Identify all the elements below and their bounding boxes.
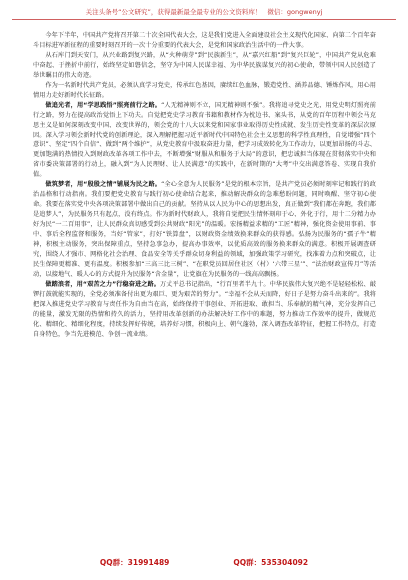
article-body [33,31,376,340]
paragraph-text: “人无精神则不立，国无精神则不强”。我将追寻党史之光，用党史明灯照亮前行之路，努力在提高政治觉悟上下功夫。自觉把党史学习教育书籍和教材作为枕边书、案头书，从党的百年历程中领会马克思主义是如何深刻改变中国、改变世界的，领会党的十八大以来党和国家事业取得历史性成就、发生历史性变革的深层次原因。深入学习领会新时代党的创新理论，深入理解把握习近平新时代中国特色社会主义思想的科学性真理性，自觉增强“四个意识”、坚定“四个自信”、做到“两个维护”，从党史教育中汲取奋进力量，把学习成效转化为工作动力，以更加昂扬的斗志、更加饱满的热情投入到财政改革各项工作中去，不断增强“财服从和服务于大局”的意识，把忠诚担当体现在贯彻落实中央和省市委决策部署的行动上，融入到“为人民理财、让人民满意”的实践中，在新时期的“大考”中交出满意答卷、实现自我价值。 [33,101,376,179]
paragraph [33,51,376,81]
paragraph-text: 从石库门到天安门，从兴业路到复兴路，从“火种萌芽”到“民族新生”，从“嘉兴红船”到“复兴巨轮”，中国共产党从危难中奋起、于挫折中前行，始终坚定如磐信念，坚守为中国人民谋幸福、为中华民族谋复兴的初心使命，带领中国人民创造了举世瞩目的伟大奇迹。 [33,51,376,79]
paragraph [33,31,376,51]
paragraph-lead: 做踏浪者，用“艰苦之力”行稳奋进之路。 [45,280,161,288]
banner-text: 关注头条号“公文研究”，获得最新最全最专业的公文资料库！ [85,8,262,16]
paragraph [33,81,376,101]
qq-group-2: QQ群：535304092 [233,558,309,567]
paragraph [33,180,376,280]
qq-group-1: QQ群：31991489 [99,558,170,567]
paragraph-lead: 做筑梦者，用“殷殷之情”铺展为民之路。 [45,181,162,189]
paragraph-text: 万丈平总书记指出，“行百里者半九十。中华民族伟大复兴绝不是轻轻松松、敲锣打鼓就能实现的，全党必须准备付出更为艰巨、更为艰苦的努力”。“幸福不会从天而降，好日子是努力奋斗出来的”。我将把深入推进党史学习教育与责任作为自由当在高，始终保持干事创业、开拓进取、敢担当、乐奉献的精气神，充分发挥自己的能量，激发无限的热情和持久的活力，坚持用改革创新的办法解决好工作中的难题，努力推动工作效率的提升，做规范化、精细化、精细化程度，持续发挥好传统，培养好习惯，积极向上、朝气蓬勃，深入调查改革特征，把握工作特点，打造自身特色，争当先进模范、争创一流业绩。 [33,280,377,338]
paragraph-text: 作为一名新时代共产党员，必须认真学习党史，传承红色基因，赓续红色血脉，锻造党性、涵养品德、锤炼作风，用心用情用力走好新时代长征路。 [33,81,376,99]
wechat-label: 微信：gongwenyj [267,8,323,16]
paragraph-lead: 做追光者，用“学思践悟”照亮前行之路。 [45,101,162,109]
paragraph [33,280,376,340]
header-banner [12,5,396,20]
paragraph [33,101,376,181]
paragraph-text: “全心全意为人民服务”是党的根本宗旨，是共产党员必须时刻牢记和践行的政治品格和行动指南。我们要把党史教育与践行初心使命结合起来，推动解决群众的急难愁盼问题，同时唤醒、坚守初心使命。我要在落实党中央各项决策部署中做出自己的贡献。坚持从以人民为中心的思想出发，真正做到“我们都在奔跑，我们都是追梦人”，为民服务只有起点，没有终点。作为新时代财政人，我将自觉把民生情怀刻印于心、外化于行，用十二分精力办好为民“一二百用事”，让人民群众真切感受到公共财政“阳光”的温暖。宏扬精益求精的“工匠”精神，强化资金使用事前、事中、事后全程监督和服务，当好“管家”，打好“铁算盘”，以财政资金绩效换来群众的获得感。弘扬为民服务的“孺子牛”精神，积极主动服务，突出保障重点，坚持急事急办，提高办事效率，以优质高效的服务换来群众的满意。积极开展调查研究，围绕人才强市、网格化社会治理、食品安全等关乎群众切身利益的领域，加强政策学习研究，找准着力点和突破点，让民生保障更精准、更有温度。积极参加“三高三比三树”、“在职党员回居住社区（村）‘六带三星’”、“法治财政宣传月”等活动，以接地气、暖人心的方式提升为民服务“含金量”，让党旗在为民服务的一线高高飘扬。 [33,181,376,278]
footer-contacts [0,557,408,569]
paragraph-text: 今年下半年，中国共产党将召开第二十次全国代表大会，这是我们党进入全面建设社会主义现代化国家、向第二个百年奋斗目标进军新征程的重要时刻召开的一次十分重要的代表大会，是党和国家政治生活中的一件大事。 [33,32,376,49]
